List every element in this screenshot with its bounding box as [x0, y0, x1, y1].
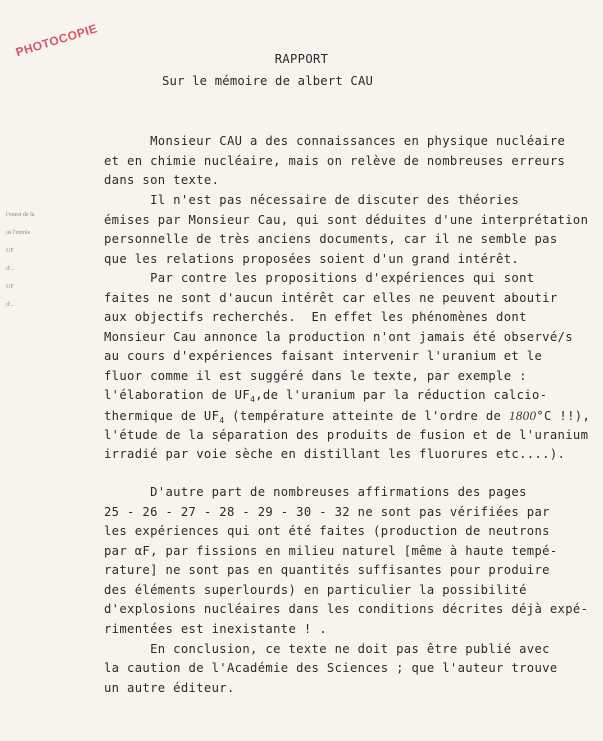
body-line: et en chimie nucléaire, mais on relève de nombreuses erreurs: [104, 154, 566, 168]
body-line: des éléments superlourds) en particulier la possibilité: [104, 583, 527, 597]
body-line: faites ne sont d'aucun intérêt car elles ne peuvent aboutir: [104, 291, 558, 305]
body-line: personnelle de très anciens documents, car il ne semble pas: [104, 232, 558, 246]
body-line: 25 - 26 - 27 - 28 - 29 - 30 - 32 ne sont pas vérifiées par: [104, 505, 550, 519]
body-line: par αF, par fissions en milieu naturel [même à haute tempé-: [104, 544, 558, 558]
document-title: RAPPORT: [274, 52, 329, 66]
handwritten-margin-note: l'ouest de la us l'entrée UF d'... UF d'...: [6, 212, 35, 308]
body-line: Il n'est pas nécessaire de discuter des théories: [104, 193, 520, 207]
document-subtitle: Sur le mémoire de albert CAU: [162, 74, 374, 88]
body-line: rature] ne sont pas en quantités suffisantes pour produire: [104, 563, 550, 577]
body-line: dans son texte.: [104, 173, 220, 187]
body-line: fluor comme il est suggéré dans le texte, par exemple :: [104, 369, 527, 383]
body-line: Par contre les propositions d'expériences qui sont: [104, 271, 535, 285]
body-line: thermique de $UF_4$ (température atteinte de l'ordre de 1800°C !!),: [104, 408, 591, 425]
body-line: un autre éditeur.: [104, 681, 235, 695]
body-line: l'étude de la séparation des produits de fusion et de l'uranium: [104, 428, 589, 442]
body-line: émises par Monsieur Cau, qui sont déduites d'une interprétation: [104, 213, 589, 227]
body-line: au cours d'expériences faisant intervenir l'uranium et le: [104, 349, 543, 363]
body-line: Monsieur Cau annonce la production n'ont jamais été observé/s: [104, 330, 573, 344]
body-line: l'élaboration de $UF_4,de$ l'uranium par la réduction calcio-: [104, 388, 548, 404]
photocopie-stamp: PHOTOCOPIE: [14, 21, 100, 60]
body-line: rimentées est inexistante ! .: [104, 622, 327, 636]
body-line: d'explosions nucléaires dans les conditions décrites déjà expé-: [104, 602, 589, 616]
body-line: irradié par voie sèche en distillant les fluorures etc....).: [104, 447, 566, 461]
body-line: D'autre part de nombreuses affirmations des pages: [104, 485, 527, 499]
body-line: que les relations proposées soient d'un grand intérêt.: [104, 252, 520, 266]
body-line: les expériences qui ont été faites (production de neutrons: [104, 524, 550, 538]
body-line: En conclusion, ce texte ne doit pas être publié avec: [104, 642, 550, 656]
body-line: aux objectifs recherchés. En effet les phénomènes dont: [104, 310, 527, 324]
body-line: la caution de l'Académie des Sciences ; que l'auteur trouve: [104, 661, 558, 675]
body-line: Monsieur CAU a des connaissances en physique nucléaire: [104, 134, 566, 148]
